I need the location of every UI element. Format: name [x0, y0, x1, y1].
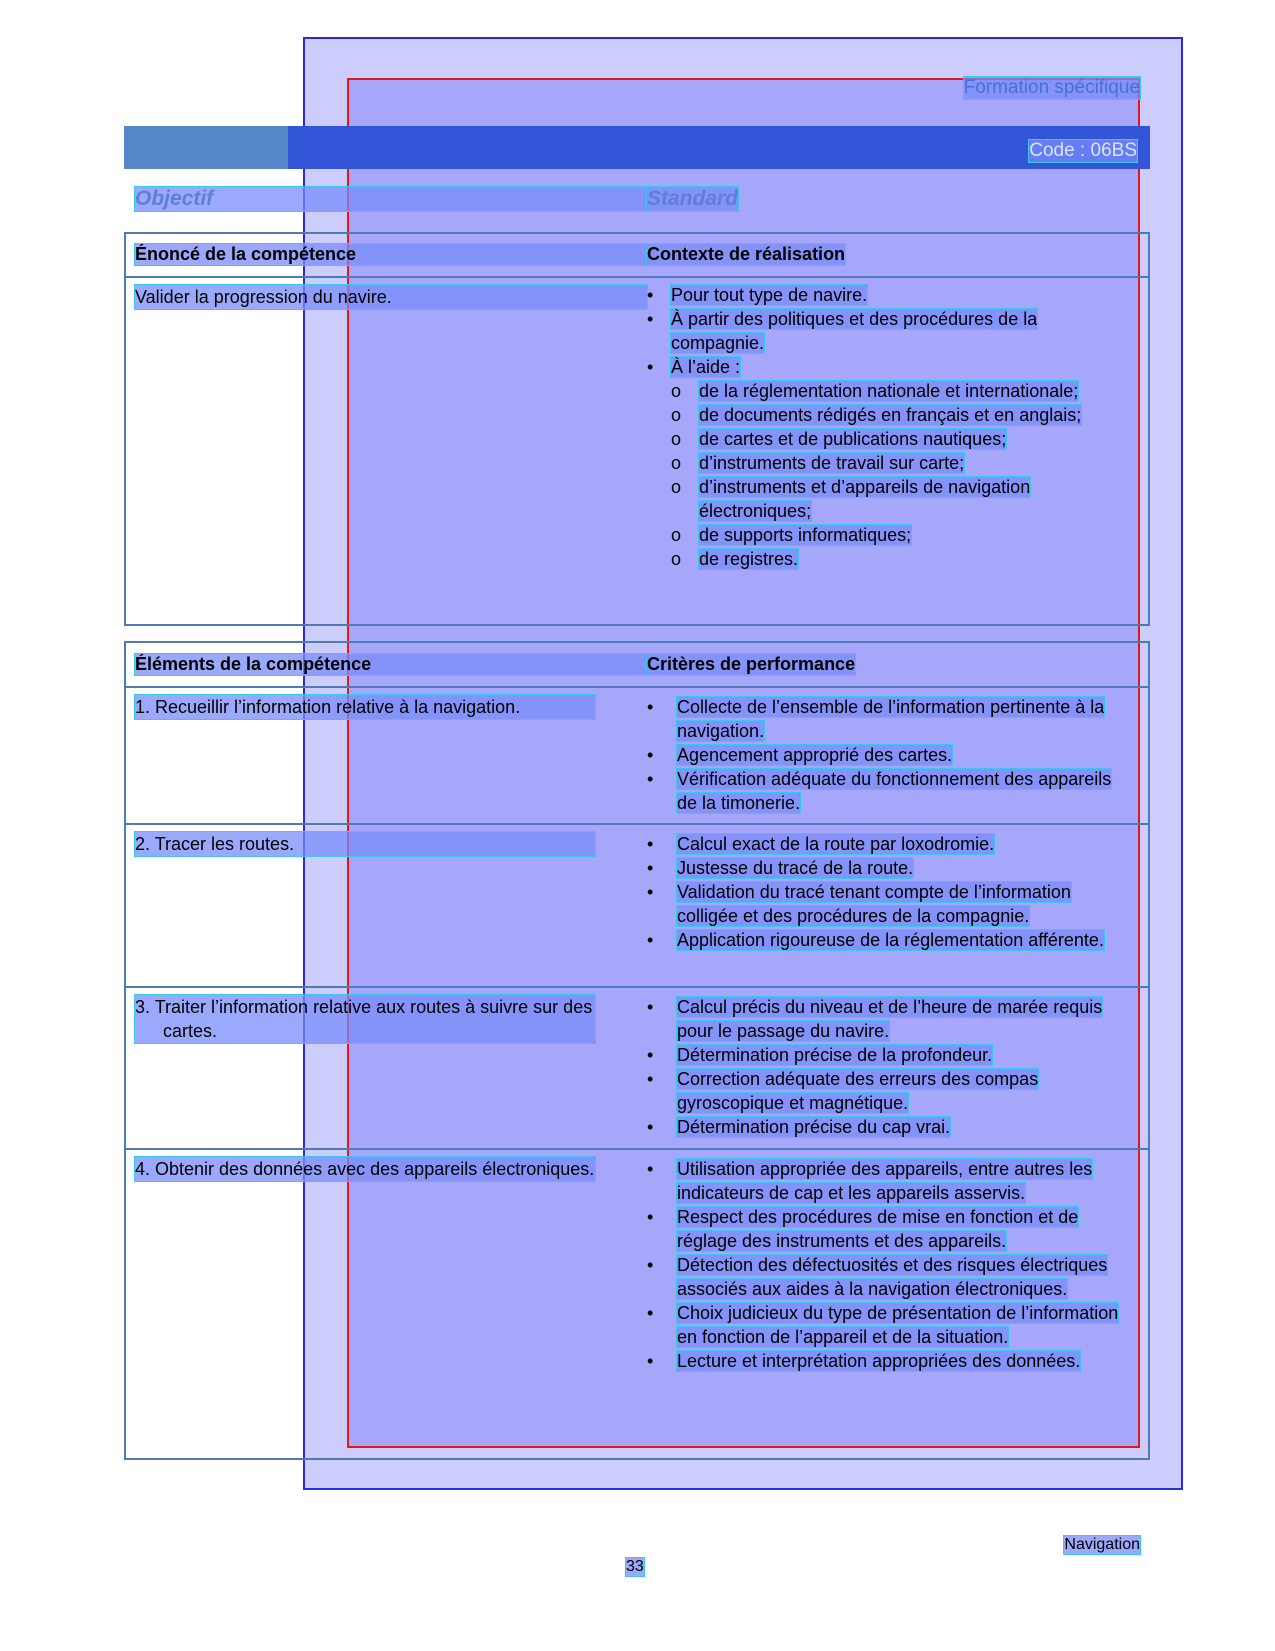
circle-bullet-icon: o: [671, 405, 682, 425]
standard-heading: Standard: [647, 187, 739, 210]
bullet-icon: •: [647, 309, 654, 329]
bullet-icon: •: [647, 1207, 654, 1227]
context-item: [647, 283, 1130, 307]
context-subitem-text: d’instruments et d’appareils de navigation électroniques;: [699, 477, 1031, 521]
criterion-text: Calcul exact de la route par loxodromie.: [677, 834, 995, 854]
elements-header: Éléments de la compétence: [135, 654, 647, 675]
context-subitem-text: de cartes et de publications nautiques;: [699, 429, 1007, 449]
circle-bullet-icon: o: [671, 381, 682, 401]
criterion-text: Vérification adéquate du fonctionnement des appareils de la timonerie.: [677, 769, 1112, 813]
row-divider-1: [124, 823, 1150, 825]
criterion-item: [647, 856, 1130, 880]
criteria-list: [647, 832, 1130, 952]
page-number: 33: [626, 1558, 644, 1575]
competence-statement-header: Énoncé de la compétence: [135, 244, 647, 265]
competence-statement: Valider la progression du navire.: [135, 285, 647, 309]
criterion-item: [647, 767, 1130, 815]
competence-element: 2. Tracer les routes.: [135, 832, 595, 856]
footer-section: Navigation: [1064, 1536, 1140, 1553]
bullet-icon: •: [647, 1159, 654, 1179]
context-subitem-text: de la réglementation nationale et internationale;: [699, 381, 1079, 401]
bullet-icon: •: [647, 1069, 654, 1089]
competence-element: 4. Obtenir des données avec des appareils électroniques.: [135, 1159, 595, 1179]
criterion-item: [647, 1301, 1130, 1349]
criterion-text: Application rigoureuse de la réglementation afférente.: [677, 930, 1104, 950]
criterion-text: Calcul précis du niveau et de l’heure de marée requis pour le passage du navire.: [677, 997, 1103, 1041]
criterion-text: Choix judicieux du type de présentation de l’information en fonction de l’appareil et de la situation.: [677, 1303, 1119, 1347]
bullet-icon: •: [647, 997, 654, 1017]
circle-bullet-icon: o: [671, 453, 682, 473]
criterion-item: [647, 1349, 1130, 1373]
context-subitem: [671, 379, 1130, 403]
context-subitem: [671, 547, 1130, 571]
context-sublist: [671, 379, 1130, 571]
bullet-icon: •: [647, 834, 654, 854]
context-item: [647, 355, 1130, 379]
context-subitem-text: d’instruments de travail sur carte;: [699, 453, 965, 473]
context-subitem: [671, 451, 1130, 475]
criterion-text: Agencement approprié des cartes.: [677, 745, 953, 765]
context-subitem: [671, 403, 1130, 427]
criterion-item: [647, 1067, 1130, 1115]
criterion-item: [647, 1115, 1130, 1139]
criterion-text: Lecture et interprétation appropriées des données.: [677, 1351, 1081, 1371]
criteria-header: Critères de performance: [647, 654, 856, 674]
context-subitem-text: de documents rédigés en français et en anglais;: [699, 405, 1082, 425]
bullet-icon: •: [647, 745, 654, 765]
criterion-item: [647, 1157, 1130, 1205]
criterion-text: Détection des défectuosités et des risques électriques associés aux aides à la navigation électroniques.: [677, 1255, 1108, 1299]
context-subitem: [671, 523, 1130, 547]
circle-bullet-icon: o: [671, 429, 682, 449]
competence-header-divider: [124, 276, 1150, 278]
criterion-text: Collecte de l’ensemble de l’information pertinente à la navigation.: [677, 697, 1105, 741]
criterion-item: [647, 995, 1130, 1043]
criterion-text: Respect des procédures de mise en fonction et de réglage des instruments et des appareils.: [677, 1207, 1079, 1251]
criterion-text: Correction adéquate des erreurs des compas gyroscopique et magnétique.: [677, 1069, 1039, 1113]
row-divider-2: [124, 986, 1150, 988]
criterion-item: [647, 1043, 1130, 1067]
circle-bullet-icon: o: [671, 477, 682, 497]
row-divider-3: [124, 1148, 1150, 1150]
criteria-list: [647, 695, 1130, 815]
criterion-text: Détermination précise de la profondeur.: [677, 1045, 993, 1065]
circle-bullet-icon: o: [671, 525, 682, 545]
circle-bullet-icon: o: [671, 549, 682, 569]
document-header-title: Formation spécifique: [963, 77, 1140, 98]
criterion-item: [647, 1205, 1130, 1253]
bullet-icon: •: [647, 697, 654, 717]
bullet-icon: •: [647, 930, 654, 950]
realisation-context-header: Contexte de réalisation: [647, 244, 846, 264]
bullet-icon: •: [647, 285, 654, 305]
bullet-icon: •: [647, 769, 654, 789]
context-subitem: [671, 427, 1130, 451]
context-item-text: À l’aide :: [671, 357, 741, 377]
criterion-item: [647, 743, 1130, 767]
objective-heading: Objectif: [135, 187, 647, 211]
criterion-text: Détermination précise du cap vrai.: [677, 1117, 951, 1137]
context-subitem-text: de supports informatiques;: [699, 525, 912, 545]
context-item: [647, 307, 1130, 355]
criterion-item: [647, 1253, 1130, 1301]
context-item-text: Pour tout type de navire.: [671, 285, 868, 305]
document-code: Code : 06BS: [1029, 140, 1137, 161]
context-list: [647, 283, 1130, 571]
competence-element: 3. Traiter l’information relative aux routes à suivre sur des cartes.: [135, 995, 595, 1043]
context-item-text: À partir des politiques et des procédures de la compagnie.: [671, 309, 1038, 353]
criteria-list: [647, 1157, 1130, 1373]
header-band: [124, 126, 1150, 169]
bullet-icon: •: [647, 1255, 654, 1275]
competence-element: 1. Recueillir l’information relative à la navigation.: [135, 695, 595, 719]
criterion-text: Validation du tracé tenant compte de l’information colligée et des procédures de la compagnie.: [677, 882, 1071, 926]
criterion-text: Justesse du tracé de la route.: [677, 858, 914, 878]
criterion-item: [647, 928, 1130, 952]
bullet-icon: •: [647, 357, 654, 377]
elements-header-divider: [124, 686, 1150, 688]
bullet-icon: •: [647, 1351, 654, 1371]
bullet-icon: •: [647, 882, 654, 902]
bullet-icon: •: [647, 858, 654, 878]
criterion-text: Utilisation appropriée des appareils, entre autres les indicateurs de cap et les appareils asservis.: [677, 1159, 1093, 1203]
criteria-list: [647, 995, 1130, 1139]
criterion-item: [647, 832, 1130, 856]
context-subitem: [671, 475, 1130, 523]
criterion-item: [647, 695, 1130, 743]
bullet-icon: •: [647, 1117, 654, 1137]
context-subitem-text: de registres.: [699, 549, 799, 569]
bullet-icon: •: [647, 1045, 654, 1065]
bullet-icon: •: [647, 1303, 654, 1323]
criterion-item: [647, 880, 1130, 928]
